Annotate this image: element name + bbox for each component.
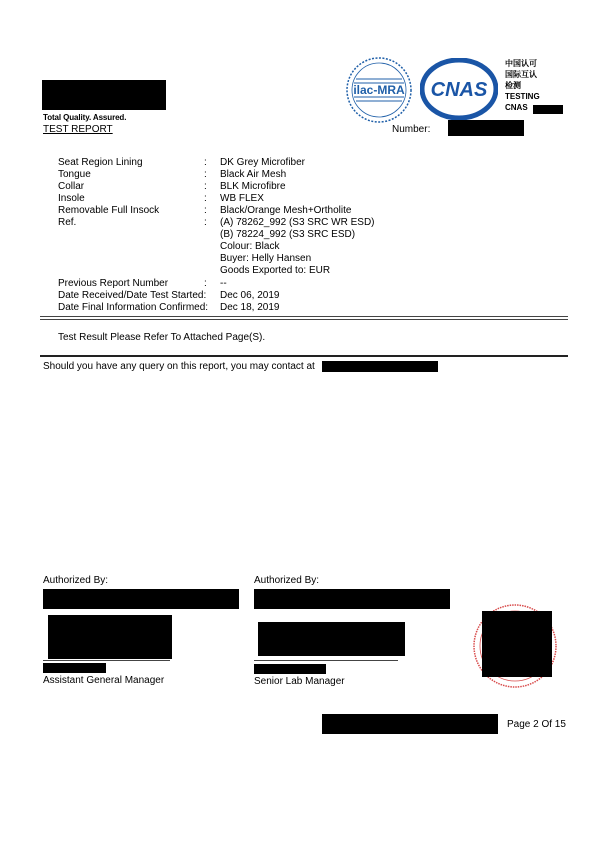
signature-line-right <box>254 660 398 661</box>
test-result-text: Test Result Please Refer To Attached Page(S). <box>58 332 266 343</box>
company-tagline: Total Quality. Assured. <box>43 113 127 122</box>
detail-value: Buyer: Helly Hansen <box>220 253 312 264</box>
page-number: Page 2 Of 15 <box>507 719 566 730</box>
cnas-number-redacted <box>533 105 563 114</box>
authorized-by-label-right: Authorized By: <box>254 575 320 586</box>
detail-label: Tongue <box>58 169 91 180</box>
date-final-value: Dec 18, 2019 <box>220 302 280 313</box>
signer-company-redacted-left <box>43 589 239 609</box>
detail-label: Seat Region Lining <box>58 157 143 168</box>
divider <box>40 316 568 317</box>
signer-title-left: Assistant General Manager <box>43 675 165 686</box>
report-number-redacted <box>448 120 524 136</box>
ilac-mra-logo <box>344 55 414 125</box>
signer-company-redacted-right <box>254 589 450 609</box>
cnas-line-5: CNAS <box>505 103 528 112</box>
number-label: Number: <box>392 124 431 135</box>
divider <box>40 319 568 320</box>
cnas-line-3: 检测 <box>505 81 521 90</box>
detail-value: BLK Microfibre <box>220 181 286 192</box>
detail-value: (B) 78224_992 (S3 SRC ESD) <box>220 229 356 240</box>
contact-text: Should you have any query on this report, you may contact at <box>43 361 315 372</box>
detail-value: Goods Exported to: EUR <box>220 265 331 276</box>
date-received-label: Date Received/Date Test Started: <box>58 290 207 301</box>
detail-label: Insole <box>58 193 85 204</box>
detail-value: (A) 78262_992 (S3 SRC WR ESD) <box>220 217 375 228</box>
divider <box>40 355 568 357</box>
footer-redacted <box>322 714 498 734</box>
date-received-value: Dec 06, 2019 <box>220 290 280 301</box>
stamp-redacted <box>482 611 552 677</box>
authorized-by-label-left: Authorized By: <box>43 575 109 586</box>
cnas-logo-text: CNAS <box>430 79 488 101</box>
detail-label: Ref. <box>58 217 77 228</box>
detail-value: Black/Orange Mesh+Ortholite <box>220 205 352 216</box>
previous-report-label: Previous Report Number <box>58 278 169 289</box>
contact-email-redacted <box>322 361 438 372</box>
signer-name-redacted-right <box>254 664 326 674</box>
cnas-line-1: 中国认可 <box>505 59 537 68</box>
detail-value: Black Air Mesh <box>220 169 287 180</box>
cnas-logo <box>420 58 498 120</box>
cnas-line-4: TESTING <box>505 92 540 101</box>
detail-label: Removable Full Insock <box>58 205 160 216</box>
date-final-label: Date Final Information Confirmed: <box>58 302 209 313</box>
ilac-logo-text: ilac-MRA <box>353 83 405 97</box>
report-title: TEST REPORT <box>43 124 113 135</box>
detail-label: Collar <box>58 181 85 192</box>
cnas-line-2: 国际互认 <box>505 70 537 79</box>
signature-line-left <box>43 660 170 661</box>
company-logo-redacted <box>42 80 166 110</box>
previous-report-value: -- <box>220 278 227 289</box>
signature-redacted-right <box>258 622 405 656</box>
detail-value: DK Grey Microfiber <box>220 157 306 168</box>
detail-value: WB FLEX <box>220 193 264 204</box>
detail-value: Colour: Black <box>220 241 280 252</box>
signer-name-redacted-left <box>43 663 106 673</box>
signature-redacted-left <box>48 615 172 659</box>
signer-title-right: Senior Lab Manager <box>254 676 345 687</box>
